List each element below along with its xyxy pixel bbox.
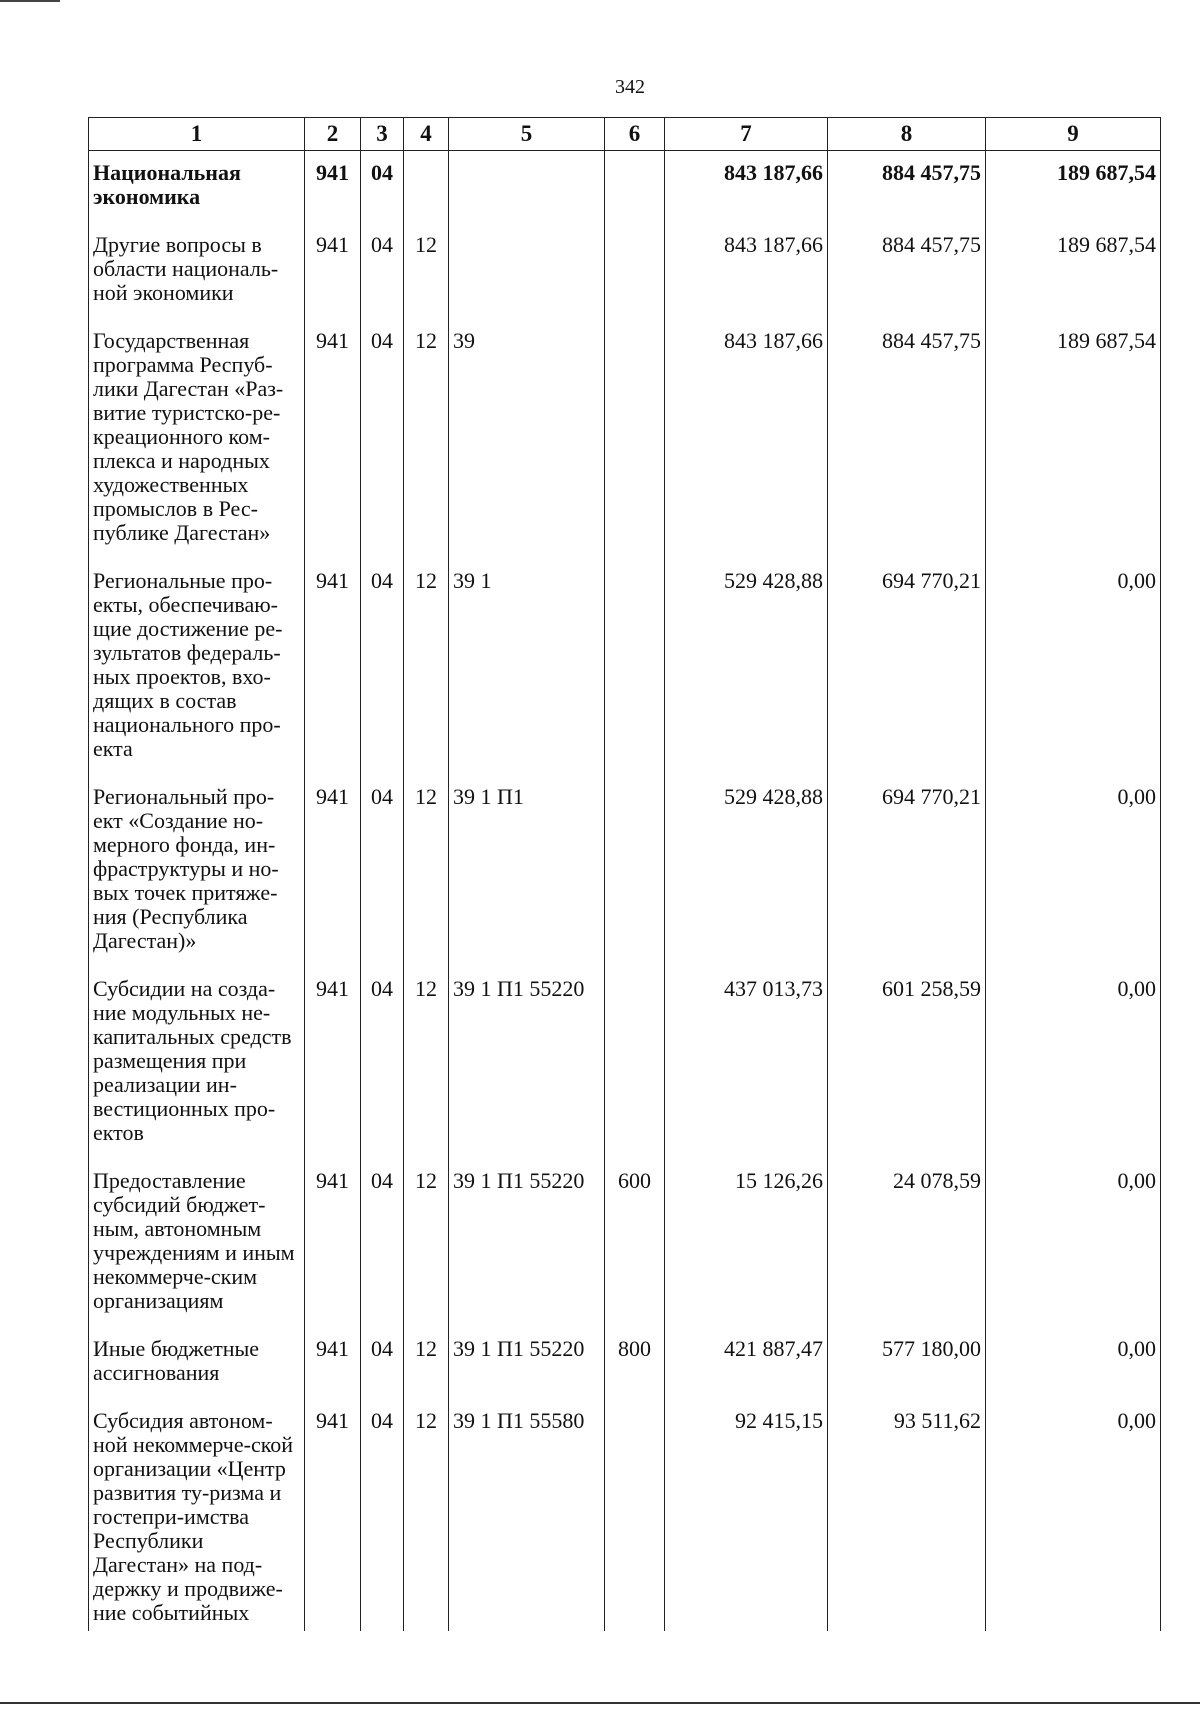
table-row	[89, 223, 1161, 319]
row-ministry-code: 941	[305, 775, 361, 967]
row-amount-col9: 189 687,54	[986, 151, 1161, 224]
row-target-article: 39 1 П1 55220	[449, 1159, 605, 1327]
row-ministry-code: 941	[305, 1399, 361, 1631]
header-col-4: 4	[404, 118, 449, 151]
table-row	[89, 967, 1161, 1159]
row-target-article: 39 1 П1 55580	[449, 1399, 605, 1631]
row-section-code: 04	[361, 319, 404, 559]
row-target-article: 39 1	[449, 559, 605, 775]
table-row	[89, 775, 1161, 967]
row-amount-col9: 189 687,54	[986, 319, 1161, 559]
table-row	[89, 151, 1161, 224]
row-section-code: 04	[361, 1399, 404, 1631]
row-name: Национальная экономика	[89, 151, 305, 224]
row-amount-col9: 0,00	[986, 775, 1161, 967]
header-col-7: 7	[665, 118, 828, 151]
row-amount-col9: 189 687,54	[986, 223, 1161, 319]
row-amount-col9: 0,00	[986, 967, 1161, 1159]
row-section-code: 04	[361, 1159, 404, 1327]
row-amount-col9: 0,00	[986, 1159, 1161, 1327]
row-target-article: 39	[449, 319, 605, 559]
row-expense-type	[605, 151, 665, 224]
table-row	[89, 319, 1161, 559]
row-subsection-code: 12	[404, 1399, 449, 1631]
row-amount-col7: 843 187,66	[665, 319, 828, 559]
row-amount-col7: 843 187,66	[665, 151, 828, 224]
row-subsection-code	[404, 151, 449, 224]
row-ministry-code: 941	[305, 1159, 361, 1327]
row-amount-col8: 24 078,59	[828, 1159, 986, 1327]
header-row	[89, 118, 1161, 151]
table-row	[89, 1327, 1161, 1399]
row-target-article	[449, 151, 605, 224]
row-name: Субсидии на созда-ние модульных не-капитальных средств размещения при реализации ин-вестиционных про-ектов	[89, 967, 305, 1159]
row-section-code: 04	[361, 967, 404, 1159]
row-amount-col7: 529 428,88	[665, 559, 828, 775]
header-col-9: 9	[986, 118, 1161, 151]
row-expense-type	[605, 223, 665, 319]
row-subsection-code: 12	[404, 967, 449, 1159]
scan-edge-top	[0, 0, 60, 2]
row-target-article: 39 1 П1 55220	[449, 1327, 605, 1399]
table-row	[89, 559, 1161, 775]
header-col-8: 8	[828, 118, 986, 151]
row-amount-col8: 884 457,75	[828, 151, 986, 224]
row-expense-type: 800	[605, 1327, 665, 1399]
row-amount-col8: 577 180,00	[828, 1327, 986, 1399]
row-name: Региональные про-екты, обеспечиваю-щие достижение ре-зультатов федераль-ных проектов, вхо-дящих в состав национального про-екта	[89, 559, 305, 775]
row-amount-col8: 694 770,21	[828, 775, 986, 967]
header-col-6: 6	[605, 118, 665, 151]
table-row	[89, 1399, 1161, 1631]
row-expense-type	[605, 319, 665, 559]
row-amount-col7: 92 415,15	[665, 1399, 828, 1631]
row-name: Субсидия автоном-ной некоммерче-ской организации «Центр развития ту-ризма и гостепри-имства Республики Дагестан» на под-держку и продвиже-ние событийных	[89, 1399, 305, 1631]
row-section-code: 04	[361, 775, 404, 967]
row-target-article	[449, 223, 605, 319]
row-subsection-code: 12	[404, 775, 449, 967]
row-amount-col8: 884 457,75	[828, 319, 986, 559]
row-amount-col9: 0,00	[986, 1327, 1161, 1399]
row-section-code: 04	[361, 1327, 404, 1399]
row-name: Региональный про-ект «Создание но-мерного фонда, ин-фраструктуры и но-вых точек притяже-ния (Республика Дагестан)»	[89, 775, 305, 967]
header-col-3: 3	[361, 118, 404, 151]
page-number: 342	[615, 76, 645, 98]
row-target-article: 39 1 П1	[449, 775, 605, 967]
row-subsection-code: 12	[404, 319, 449, 559]
row-expense-type	[605, 1399, 665, 1631]
header-col-5: 5	[449, 118, 605, 151]
row-amount-col9: 0,00	[986, 1399, 1161, 1631]
row-ministry-code: 941	[305, 967, 361, 1159]
row-amount-col8: 694 770,21	[828, 559, 986, 775]
row-amount-col8: 93 511,62	[828, 1399, 986, 1631]
row-amount-col7: 421 887,47	[665, 1327, 828, 1399]
row-expense-type: 600	[605, 1159, 665, 1327]
row-amount-col8: 601 258,59	[828, 967, 986, 1159]
row-expense-type	[605, 775, 665, 967]
row-subsection-code: 12	[404, 1327, 449, 1399]
row-name: Государственная программа Респуб-лики Дагестан «Раз-витие туристско-ре-креационного ком-плекса и народных художественных промыслов в Рес-публике Дагестан»	[89, 319, 305, 559]
row-expense-type	[605, 967, 665, 1159]
row-subsection-code: 12	[404, 559, 449, 775]
row-amount-col8: 884 457,75	[828, 223, 986, 319]
row-target-article: 39 1 П1 55220	[449, 967, 605, 1159]
header-col-1: 1	[89, 118, 305, 151]
row-name: Другие вопросы в области националь-ной экономики	[89, 223, 305, 319]
row-section-code: 04	[361, 223, 404, 319]
row-ministry-code: 941	[305, 223, 361, 319]
row-name: Иные бюджетные ассигнования	[89, 1327, 305, 1399]
row-amount-col7: 15 126,26	[665, 1159, 828, 1327]
row-subsection-code: 12	[404, 223, 449, 319]
row-amount-col7: 437 013,73	[665, 967, 828, 1159]
row-subsection-code: 12	[404, 1159, 449, 1327]
row-ministry-code: 941	[305, 1327, 361, 1399]
row-section-code: 04	[361, 559, 404, 775]
row-amount-col9: 0,00	[986, 559, 1161, 775]
budget-table	[88, 117, 1161, 1631]
row-expense-type	[605, 559, 665, 775]
scan-edge-bottom	[0, 1702, 1200, 1704]
row-amount-col7: 843 187,66	[665, 223, 828, 319]
row-name: Предоставление субсидий бюджет-ным, автономным учреждениям и иным некоммерче-ским организациям	[89, 1159, 305, 1327]
row-amount-col7: 529 428,88	[665, 775, 828, 967]
row-section-code: 04	[361, 151, 404, 224]
table-row	[89, 1159, 1161, 1327]
header-col-2: 2	[305, 118, 361, 151]
row-ministry-code: 941	[305, 151, 361, 224]
row-ministry-code: 941	[305, 559, 361, 775]
row-ministry-code: 941	[305, 319, 361, 559]
